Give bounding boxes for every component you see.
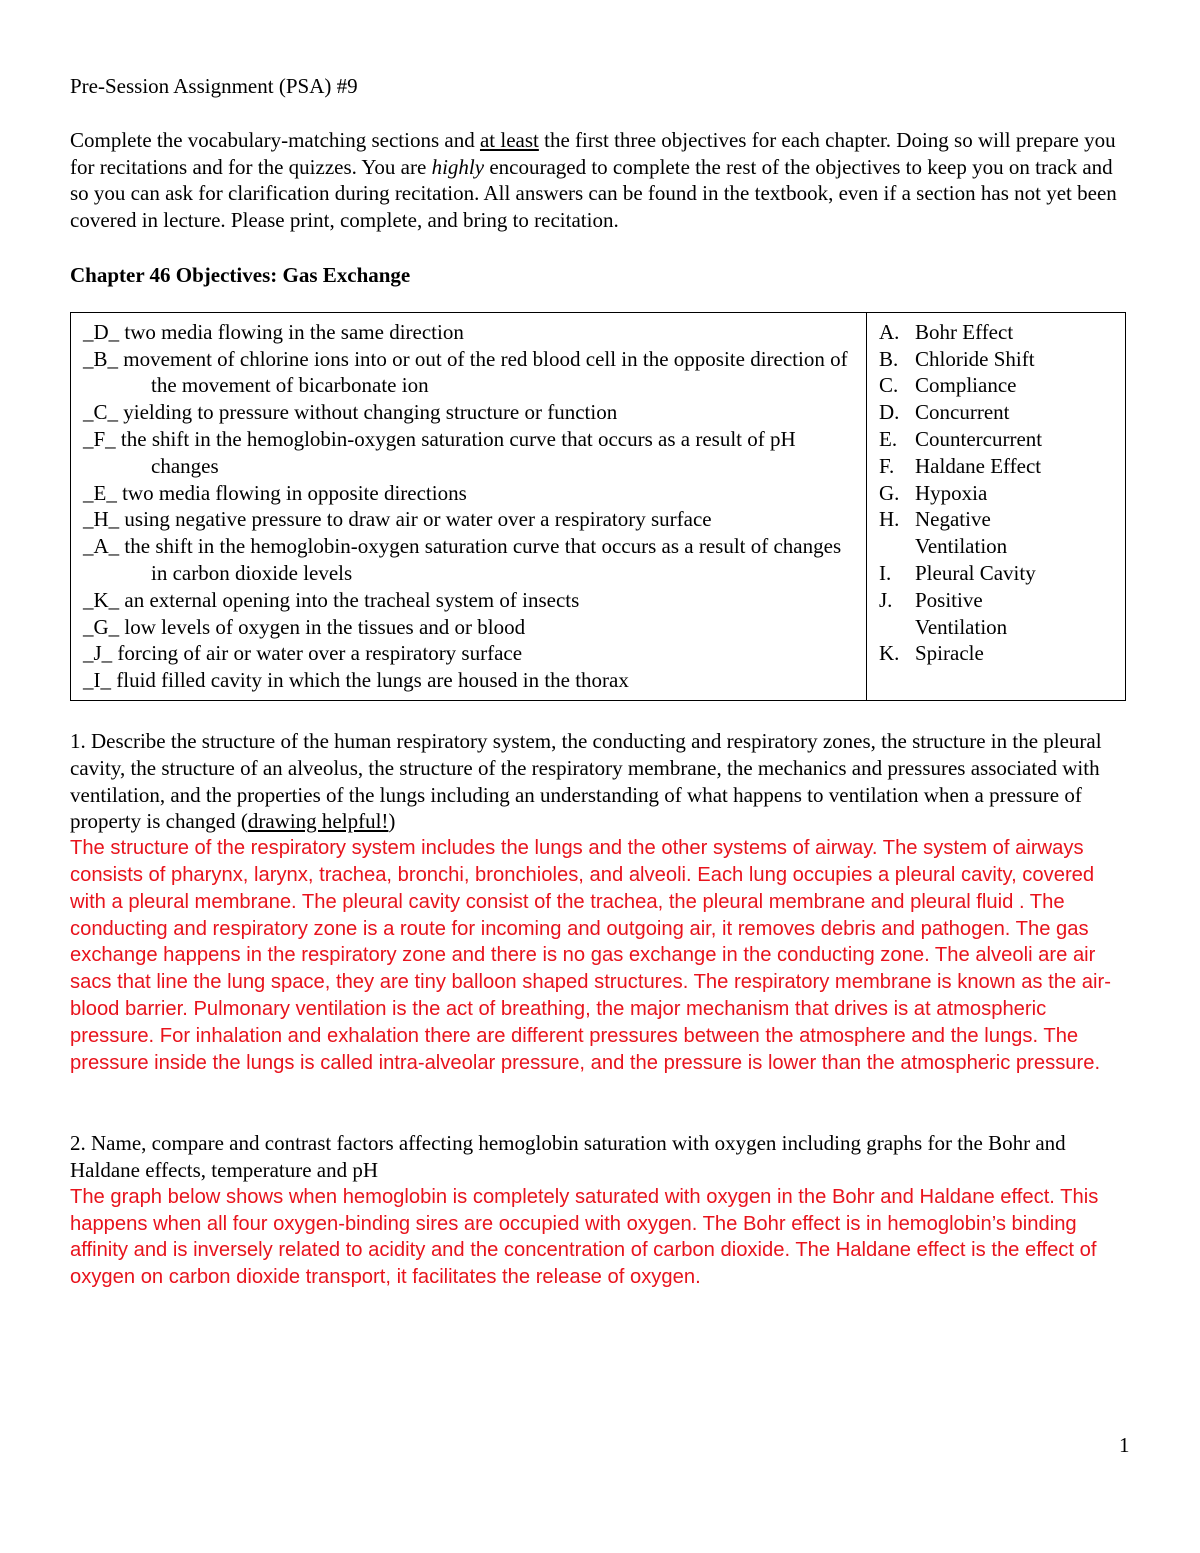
term-letter: D. [879, 400, 900, 425]
definition-row: _F_ the shift in the hemoglobin-oxygen saturation curve that occurs as a result of pH changes [83, 426, 796, 478]
term-text: Hypoxia [915, 480, 988, 505]
terms-column [867, 313, 1125, 700]
term-item [879, 560, 1119, 587]
definition-row: _C_ yielding to pressure without changing structure or function [83, 400, 618, 425]
question-1-underlined: drawing helpful! [247, 809, 389, 834]
page-content [70, 73, 1132, 1291]
term-item [879, 587, 1119, 641]
term-text: Countercurrent [915, 426, 1043, 451]
vocabulary-matching-table [70, 312, 1126, 701]
intro-text-1: Complete the vocabulary-matching sections and [70, 127, 480, 152]
term-letter: H. [879, 507, 900, 532]
term-text: Concurrent [915, 400, 1010, 425]
assignment-title: Pre-Session Assignment (PSA) #9 [70, 74, 358, 98]
term-letter: A. [879, 319, 900, 344]
term-item [879, 399, 1119, 426]
definition-row: _G_ low levels of oxygen in the tissues and or blood [83, 614, 526, 639]
term-text: Compliance [915, 373, 1017, 398]
intro-underlined: at least [479, 127, 539, 152]
question-1-prompt [70, 728, 1132, 835]
definitions-column [71, 313, 867, 700]
term-text: Negative Ventilation [915, 507, 1008, 559]
term-item [879, 319, 1119, 346]
term-letter: K. [879, 641, 900, 666]
definition-row: _K_ an external opening into the tracheal system of insects [83, 587, 580, 612]
page-number: 1 [1119, 1433, 1130, 1457]
term-letter: J. [879, 587, 893, 612]
term-item [879, 346, 1119, 373]
term-letter: G. [879, 480, 900, 505]
term-item [879, 426, 1119, 453]
definition-row: _H_ using negative pressure to draw air or water over a respiratory surface [83, 507, 712, 532]
term-text: Bohr Effect [915, 319, 1014, 344]
definition-row: _D_ two media flowing in the same direction [83, 319, 464, 344]
term-text: Pleural Cavity [915, 560, 1036, 585]
term-letter: B. [879, 346, 899, 371]
term-text: Spiracle [915, 641, 984, 666]
intro-emphasis: highly [431, 154, 485, 179]
term-item [879, 506, 1119, 560]
term-text: Chloride Shift [915, 346, 1035, 371]
intro-text-3: encouraged to complete the rest of the objectives to keep you on track and so you can ask for clarification during recitation. All answers can be found in the textbook, even if a section has not yet been covered in lecture. Please print, complete, and bring to recitation. [70, 154, 1117, 233]
definition-row: _A_ the shift in the hemoglobin-oxygen saturation curve that occurs as a result of changes in carbon dioxide levels [83, 534, 842, 585]
intro-text-2: the first three objectives for each chapter. Doing so will prepare you for recitations and for the quizzes. You are [70, 127, 1116, 179]
term-letter: I. [879, 560, 892, 585]
term-item [879, 640, 1119, 667]
definition-row: _E_ two media flowing in opposite directions [83, 480, 467, 505]
term-text: Haldane Effect [915, 453, 1042, 478]
term-letter: E. [879, 426, 898, 451]
question-2-prompt: 2. Name, compare and contrast factors affecting hemoglobin saturation with oxygen including graphs for the Bohr and Haldane effects, temperature and pH [70, 1131, 1066, 1183]
intro-paragraph [70, 127, 1132, 234]
question-1-text: 1. Describe the structure of the human respiratory system, the conducting and respiratory zones, the structure in the pleural cavity, the structure of an alveolus, the structure of the respiratory membrane, the mechanics and pressures associated with ventilation, and the properties of the lungs including an understanding of what happens to ventilation when a pressure of property is changed ( [70, 728, 1102, 834]
term-item [879, 453, 1119, 480]
term-text: Positive Ventilation [915, 587, 1008, 639]
definition-row: _I_ fluid filled cavity in which the lungs are housed in the thorax [83, 668, 629, 693]
question-1-answer: The structure of the respiratory system includes the lungs and the other systems of airway. The system of airways consists of pharynx, larynx, trachea, bronchi, bronchioles, and alveoli. Each lung occupies a pleural cavity, covered with a pleural membrane. The pleural cavity consist of the trachea, the pleural membrane and pleural fluid . The conducting and respiratory zone is a route for incoming and outgoing air, it removes debris and pathogen. The gas exchange happens in the respiratory zone and there is no gas exchange in the conducting zone. The alveoli are air sacs that line the lung space, they are tiny balloon shaped structures. The respiratory membrane is known as the air-blood barrier. Pulmonary ventilation is the act of breathing, the major mechanism that drives is at atmospheric pressure. For inhalation and exhalation there are different pressures between the atmosphere and the lungs. The pressure inside the lungs is called intra-alveolar pressure, and the pressure is lower than the atmospheric pressure. [70, 837, 1111, 1074]
term-letter: C. [879, 373, 899, 398]
definition-row: _B_ movement of chlorine ions into or out of the red blood cell in the opposite direction of the movement of bicarbonate ion [83, 346, 848, 398]
term-item [879, 480, 1119, 507]
term-letter: F. [879, 453, 895, 478]
question-1-end: ) [388, 809, 396, 834]
chapter-heading: Chapter 46 Objectives: Gas Exchange [70, 262, 411, 287]
term-item [879, 372, 1119, 399]
definition-row: _J_ forcing of air or water over a respiratory surface [83, 641, 523, 666]
question-2-answer: The graph below shows when hemoglobin is completely saturated with oxygen in the Bohr and Haldane effect. This happens when all four oxygen-binding sires are occupied with oxygen. The Bohr effect is in hemoglobin’s binding affinity and is inversely related to acidity and the concentration of carbon dioxide. The Haldane effect is the effect of oxygen on carbon dioxide transport, it facilitates the release of oxygen. [70, 1185, 1099, 1289]
